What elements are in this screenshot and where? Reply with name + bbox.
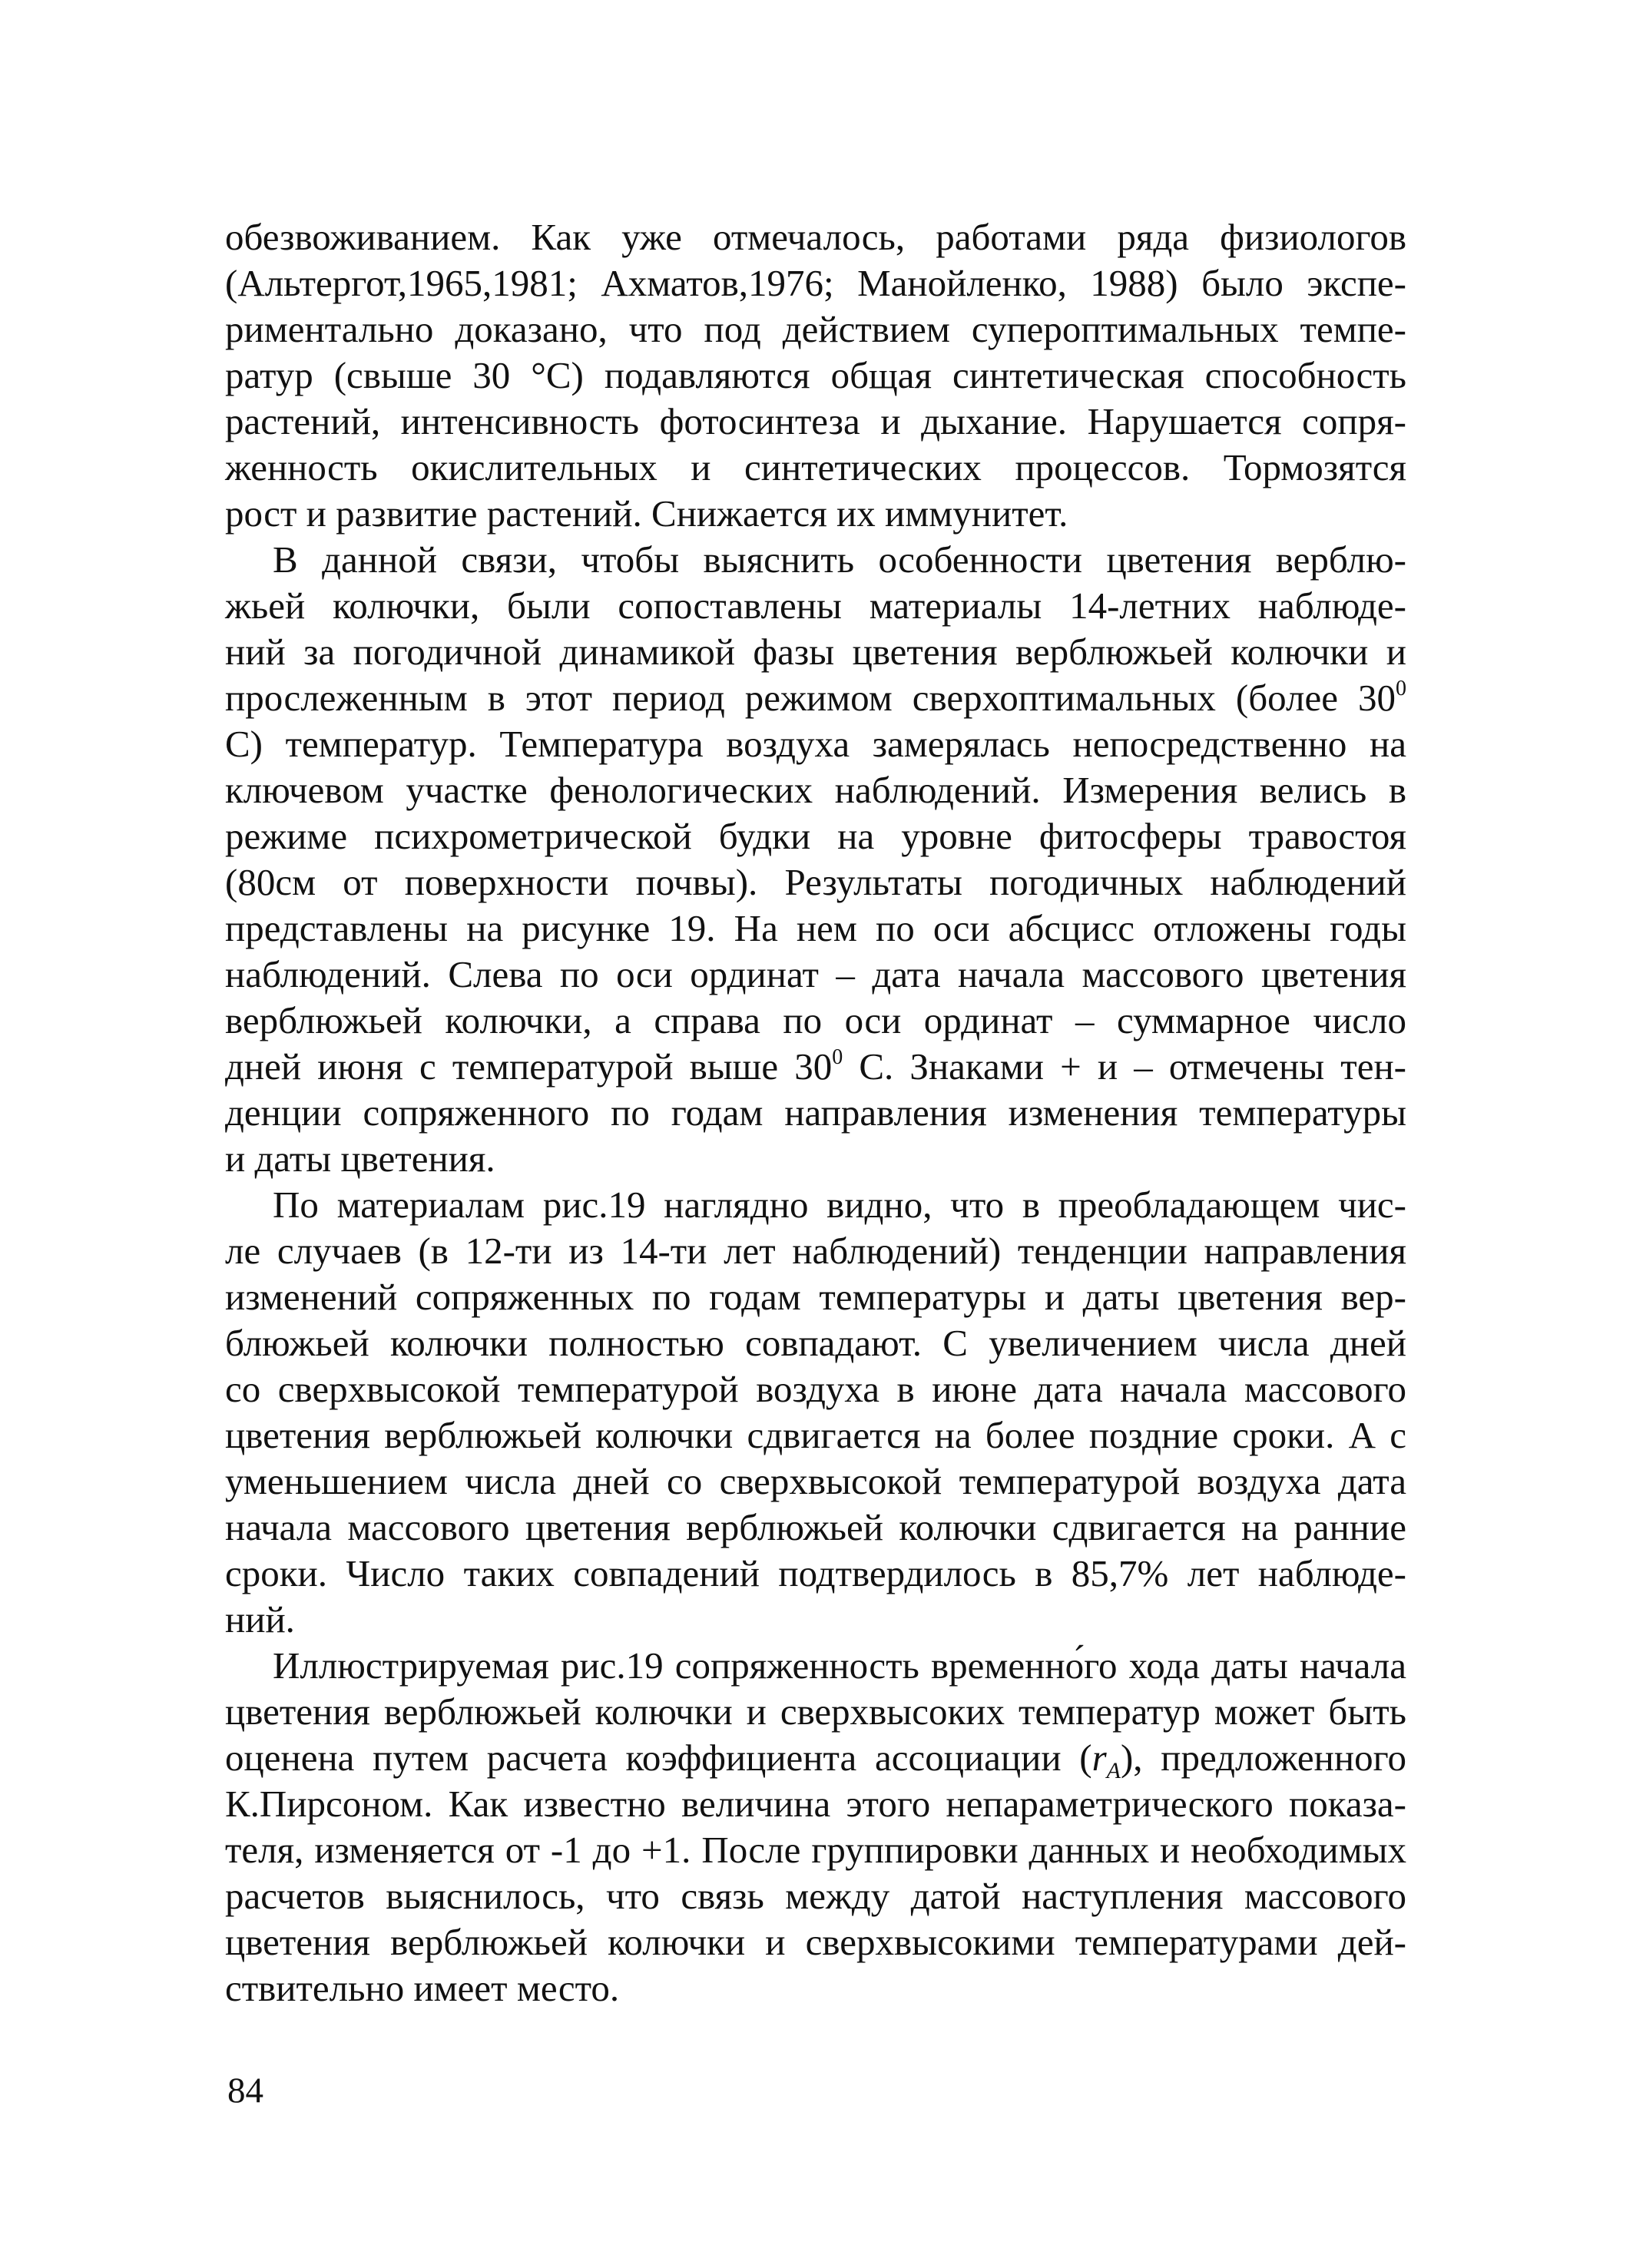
text-line-content: ), предложенного: [1120, 1737, 1406, 1779]
page-number: 84: [227, 2071, 263, 2111]
text-line: уменьшением числа дней со сверхвысокой температурой воздуха дата: [225, 1460, 1406, 1502]
text-line: денции сопряженного по годам направления изменения температуры: [225, 1091, 1406, 1134]
text-line: цветения верблюжьей колючки и сверхвысокими температурами дей-: [225, 1921, 1406, 1963]
text-line: верблюжьей колючки, а справа по оси ординат – суммарное число: [225, 999, 1406, 1041]
text-line: и даты цветения.: [225, 1137, 495, 1180]
text-line: представлены на рисунке 19. На нем по оси абсцисс отложены годы: [225, 907, 1406, 949]
text-line: блюжьей колючки полностью совпадают. С увеличением числа дней: [225, 1322, 1406, 1364]
text-line: наблюдений. Слева по оси ординат – дата начала массового цветения: [225, 953, 1406, 995]
text-line: женность окислительных и синтетических процессов. Тормозятся: [225, 446, 1406, 488]
text-line: ключевом участке фенологических наблюдений. Измерения велись в: [225, 769, 1406, 811]
text-line-content: оценена путем расчета коэффициента ассоциации (: [225, 1737, 1092, 1779]
text-line: ствительно имеет место.: [225, 1967, 620, 2009]
text-line: Иллюстрируемая рис.19 сопряженность временно́го хода даты начала: [273, 1644, 1406, 1687]
text-line: начала массового цветения верблюжьей колючки сдвигается на ранние: [225, 1506, 1406, 1548]
text-line: ний.: [225, 1598, 295, 1641]
text-line: жьей колючки, были сопоставлены материалы 14-летних наблюде-: [225, 584, 1406, 627]
text-line: ний за погодичной динамикой фазы цветения верблюжьей колючки и: [225, 631, 1406, 673]
paragraph-4: [225, 1643, 1406, 2011]
text-line: цветения верблюжьей колючки и сверхвысоких температур может быть: [225, 1690, 1406, 1733]
text-line: ле случаев (в 12-ти из 14-ти лет наблюдений) тенденции направления: [225, 1230, 1406, 1272]
text-line: ратур (свыше 30 °С) подавляются общая синтетическая способность: [225, 354, 1406, 396]
association-coefficient-subscript: A: [1106, 1758, 1121, 1783]
text-line: риментально доказано, что под действием супероптимальных темпе-: [225, 308, 1406, 350]
text-line: [225, 1735, 1406, 1781]
paragraph-1: [225, 214, 1406, 537]
text-line: растений, интенсивность фотосинтеза и дыхание. Нарушается сопря-: [225, 400, 1406, 442]
text-line-content: прослеженным в этот период режимом сверхоптимальных (более 30: [225, 677, 1396, 719]
text-line: По материалам рис.19 наглядно видно, что в преобладающем чис-: [273, 1184, 1406, 1226]
text-line: (Альтергот,1965,1981; Ахматов,1976; Манойленко, 1988) было экспе-: [225, 262, 1406, 304]
text-line: цветения верблюжьей колючки сдвигается на более поздние сроки. А с: [225, 1414, 1406, 1456]
text-line: расчетов выяснилось, что связь между датой наступления массового: [225, 1875, 1406, 1917]
text-line: изменений сопряженных по годам температуры и даты цветения вер-: [225, 1276, 1406, 1318]
text-line-content: С. Знаками + и – отмечены тен-: [843, 1045, 1406, 1088]
text-line: (80см от поверхности почвы). Результаты погодичных наблюдений: [225, 861, 1406, 903]
association-coefficient-symbol: r: [1091, 1737, 1107, 1779]
degree-superscript: 0: [832, 1045, 843, 1069]
text-line: К.Пирсоном. Как известно величина этого непараметрического показа-: [225, 1783, 1406, 1825]
text-line: теля, изменяется от -1 до +1. После группировки данных и необходимых: [225, 1829, 1406, 1871]
text-line: сроки. Число таких совпадений подтвердилось в 85,7% лет наблюде-: [225, 1552, 1406, 1594]
text-line: [225, 1044, 1406, 1090]
degree-superscript: 0: [1396, 677, 1406, 700]
text-line: С) температур. Температура воздуха замерялась непосредственно на: [225, 723, 1406, 765]
text-line: [225, 675, 1406, 721]
text-line: В данной связи, чтобы выяснить особенности цветения верблю-: [273, 538, 1406, 581]
text-line: рост и развитие растений. Снижается их иммунитет.: [225, 492, 1068, 535]
body-text: [225, 214, 1406, 2011]
text-line: со сверхвысокой температурой воздуха в июне дата начала массового: [225, 1368, 1406, 1410]
text-line: режиме психрометрической будки на уровне фитосферы травостоя: [225, 815, 1406, 857]
paragraph-2: [225, 537, 1406, 1182]
text-line: обезвоживанием. Как уже отмечалось, работами ряда физиологов: [225, 216, 1406, 258]
text-line-content: дней июня с температурой выше 30: [225, 1045, 833, 1088]
paragraph-3: [225, 1182, 1406, 1643]
